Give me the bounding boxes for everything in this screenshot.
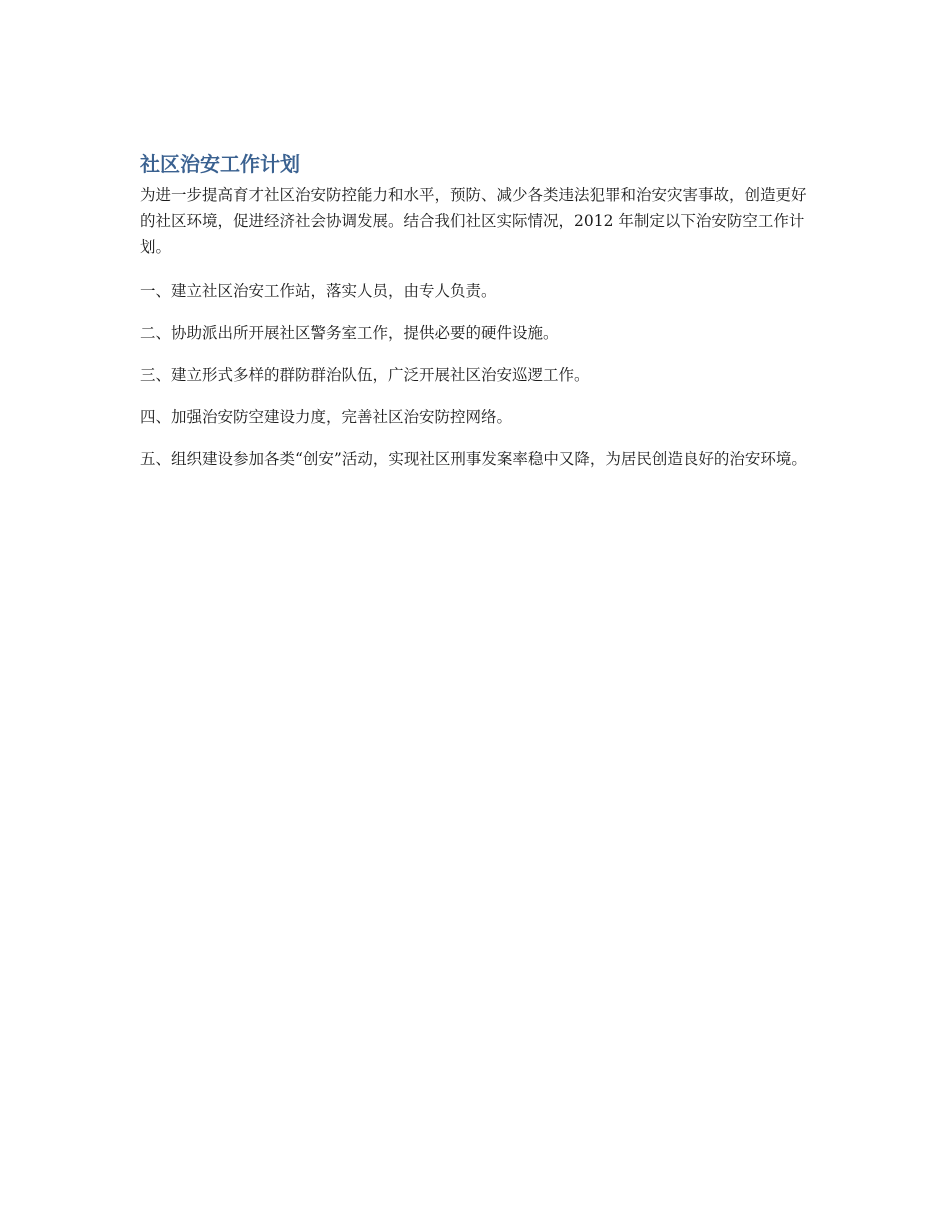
document-page [140, 150, 812, 488]
plan-item-3: 三、建立形式多样的群防群治队伍，广泛开展社区治安巡逻工作。 [140, 366, 590, 384]
plan-item-1: 一、建立社区治安工作站，落实人员，由专人负责。 [140, 282, 497, 300]
plan-item-2: 二、协助派出所开展社区警务室工作，提供必要的硬件设施。 [140, 324, 559, 342]
intro-paragraph: 为进一步提高育才社区治安防控能力和水平，预防、减少各类违法犯罪和治安灾害事故，创造更好的社区环境，促进经济社会协调发展。结合我们社区实际情况，2012 年制定以下治安防空工作计划。 [140, 186, 807, 256]
document-title: 社区治安工作计划 [140, 152, 300, 176]
plan-item-4: 四、加强治安防空建设力度，完善社区治安防控网络。 [140, 408, 513, 426]
plan-item-5: 五、组织建设参加各类“创安”活动，实现社区刑事发案率稳中又降，为居民创造良好的治安环境。 [140, 450, 807, 468]
